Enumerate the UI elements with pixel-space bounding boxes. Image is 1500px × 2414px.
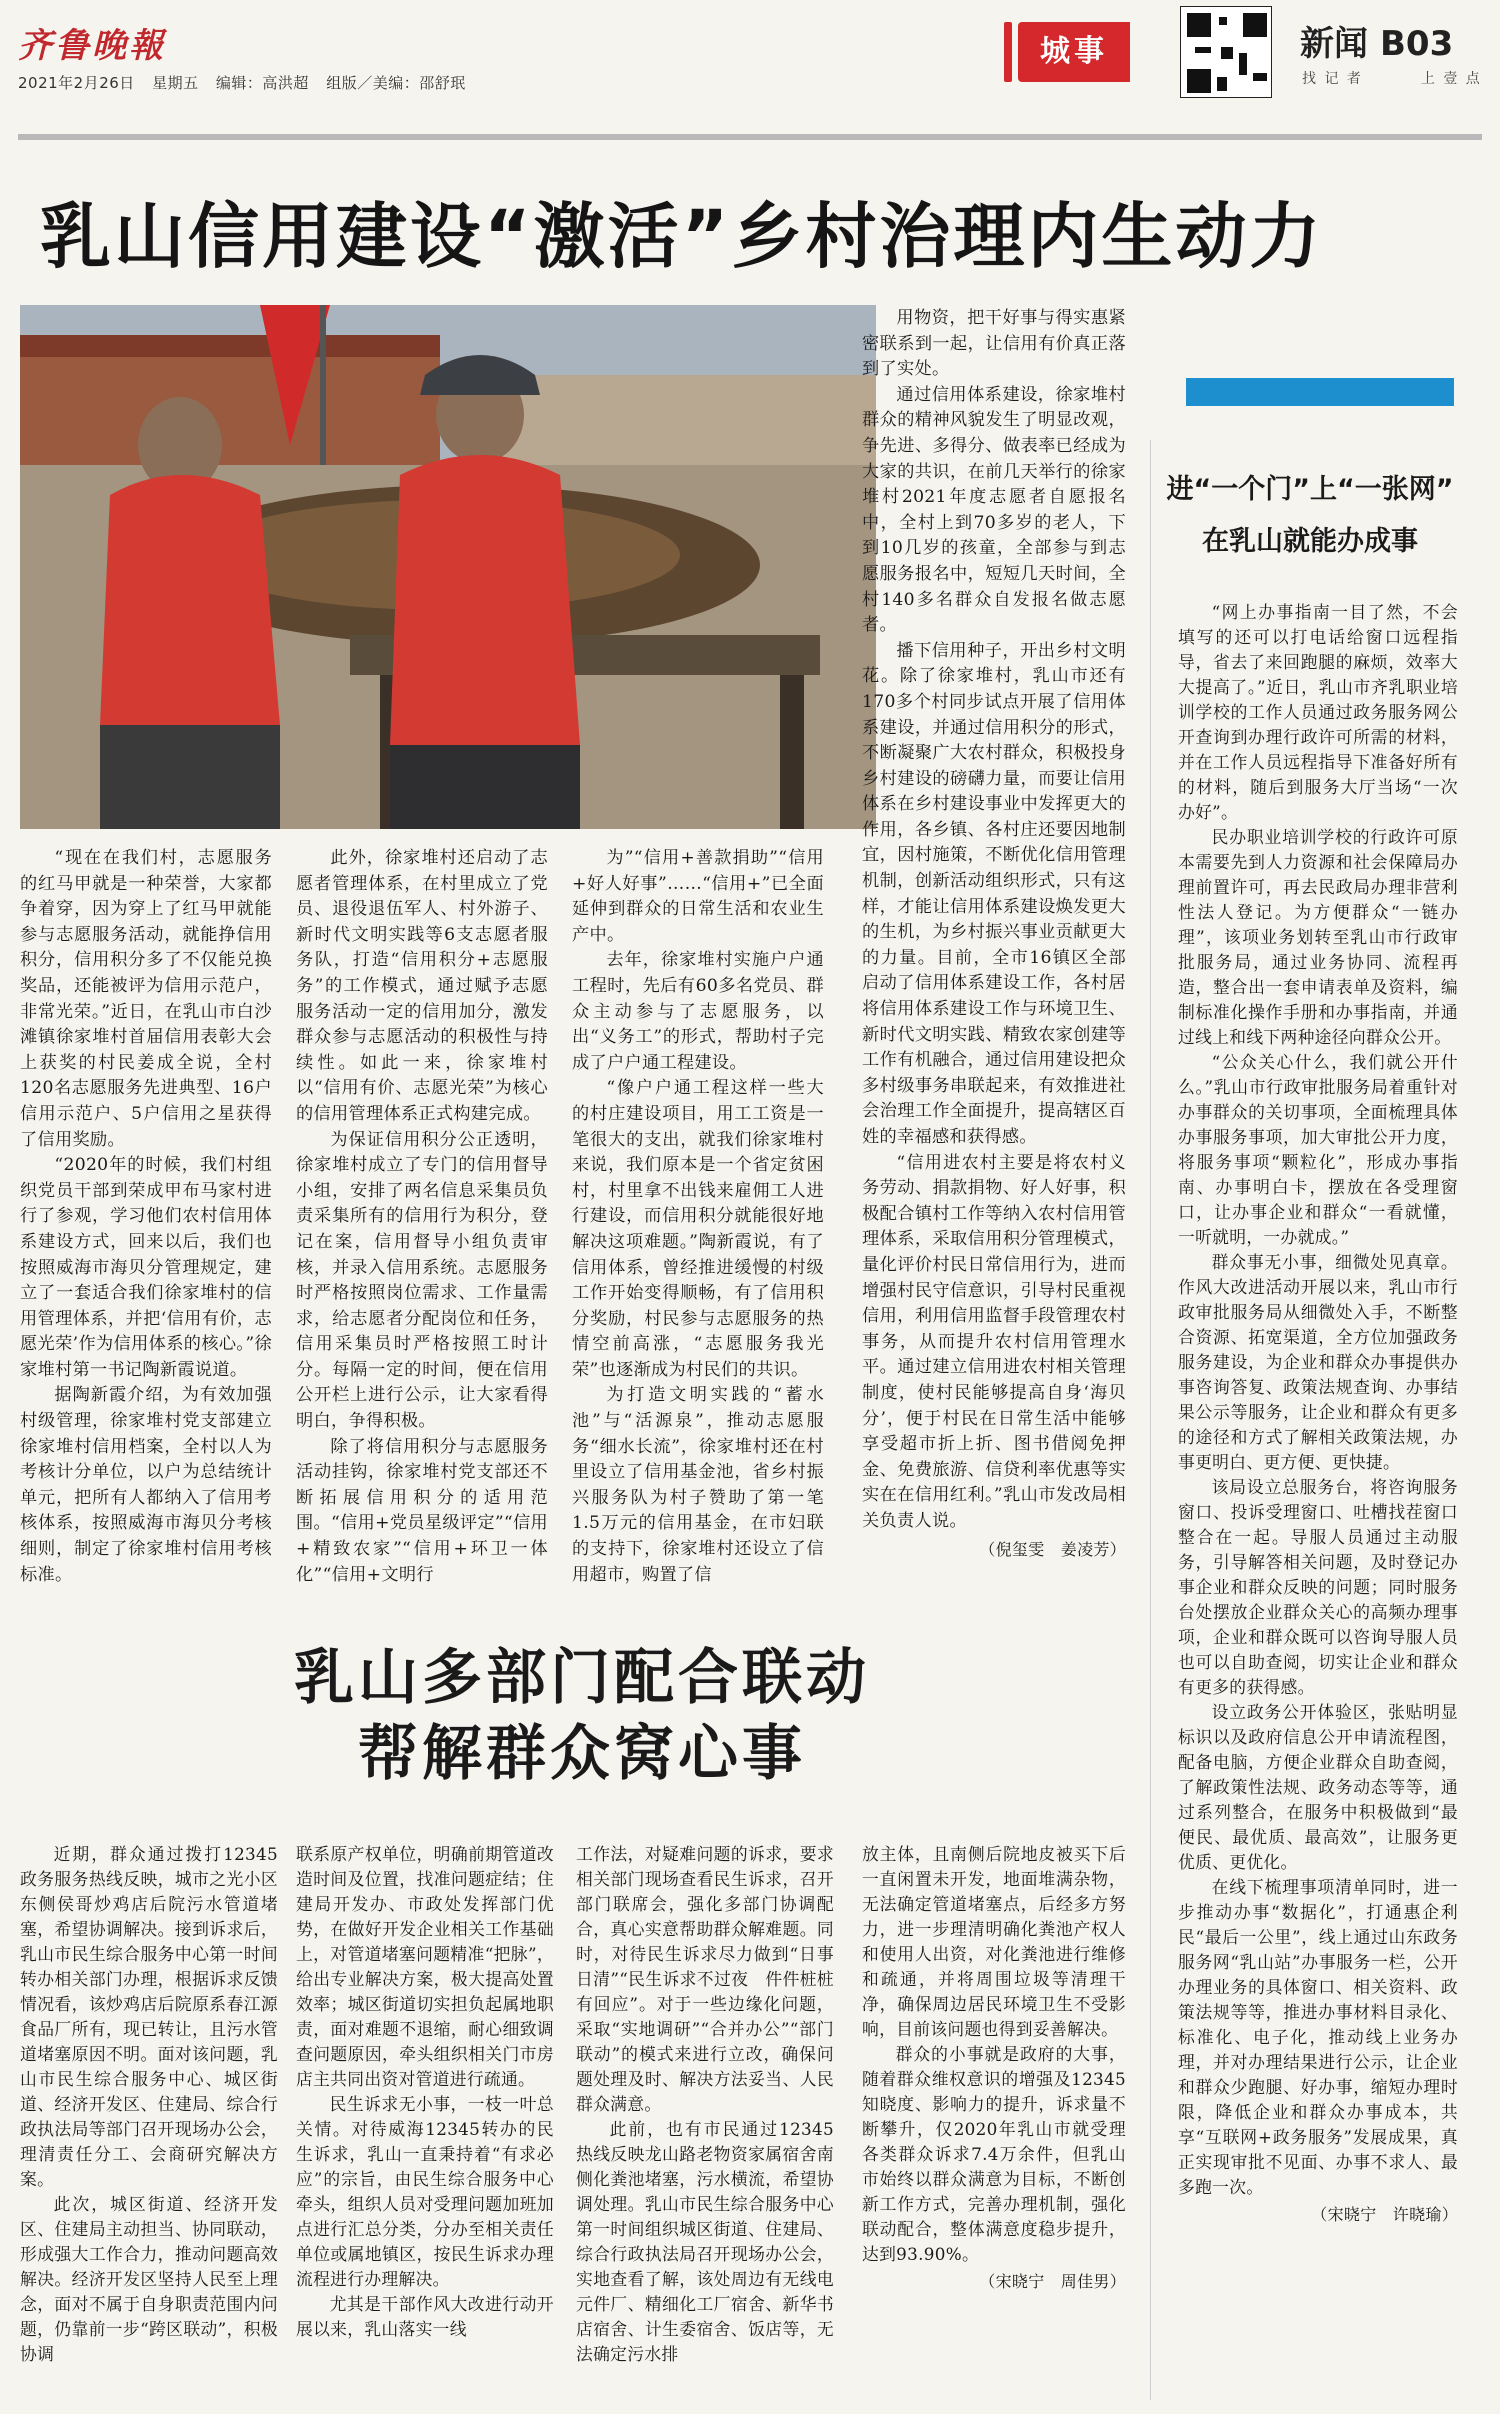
page-number: B03	[1380, 24, 1454, 64]
sidebar-top-accent	[1186, 378, 1454, 406]
paragraph: 去年，徐家堆村实施户户通工程时，先后有60多名党员、群众主动参与了志愿服务，以出“义务工”的形式，帮助村子完成了户户通工程建设。	[572, 950, 824, 1073]
paragraph: 此外，徐家堆村还启动了志愿者管理体系，在村里成立了党员、退役退伍军人、村外游子、新时代文明实践等6支志愿者服务队，打造“信用积分+志愿服务”的工作模式，通过赋予志愿服务活动一定的信用加分，激发群众参与志愿活动的积极性与持续性。如此一来，徐家堆村以“信用有价、志愿光荣”为核心的信用管理体系正式构建完成。	[296, 848, 548, 1124]
issue-meta	[18, 72, 478, 93]
article1-byline: （倪玺雯 姜凌芳）	[979, 1539, 1126, 1559]
paragraph: 群众的小事就是政府的大事，随着群众维权意识的增强及12345知晓度、影响力的提升，诉求量不断攀升，仅2020年乳山市就受理各类群众诉求7.4万余件，但乳山市始终以群众满意为目标，不断创新工作方式，完善办理机制，强化联动配合，整体满意度稳步提升，达到93.90%。	[862, 2044, 1126, 2264]
article2-column-1	[20, 1842, 278, 2367]
paragraph: 该局设立总服务台，将咨询服务窗口、投诉受理窗口、吐槽找茬窗口整合在一起。导服人员通过主动服务，引导解答相关问题，及时登记办事企业和群众反映的问题；同时服务台处摆放企业群众关心的高频办理事项，企业和群众既可以咨询导服人员也可以自助查阅，切实让企业和群众有更多的获得感。	[1178, 1477, 1458, 1697]
paragraph: 用物资，把干好事与得实惠紧密联系到一起，让信用有价真正落到了实处。	[862, 308, 1126, 380]
page-contact	[1302, 68, 1482, 88]
qr-code-icon	[1180, 6, 1272, 98]
issue-date: 2021年2月26日	[18, 74, 135, 92]
paragraph: 工作法，对疑难问题的诉求，要求相关部门现场查看民生诉求，召开部门联席会，强化多部门协调配合，真心实意帮助群众解难题。同时，对待民生诉求尽力做到“日事日清”“民生诉求不过夜 件件桩桩有回应”。对于一些边缘化问题，采取“实地调研”“合并办公”“部门联动”的模式来进行立改，确保问题处理及时、解决方法妥当、人民群众满意。	[576, 1844, 834, 2114]
paragraph: “像户户通工程这样一些大的村庄建设项目，用工工资是一笔很大的支出，就我们徐家堆村来说，我们原本是一个省定贫困村，村里拿不出钱来雇佣工人进行建设，而信用积分就能很好地解决这项难题。”陶新霞说，有了信用体系，曾经推进缓慢的村级工作开始变得顺畅，有了信用积分奖励，村民参与志愿服务的热情空前高涨，“志愿服务我光荣”也逐渐成为村民们的共识。	[572, 1078, 824, 1380]
article1-column-1	[20, 846, 272, 1588]
paragraph: 设立政务公开体验区，张贴明显标识以及政府信息公开申请流程图，配备电脑，方便企业群众自助查阅，了解政策性法规、政务动态等等，通过系列整合，在服务中积极做到“最便民、最优质、最高效”，让服务更优质、更优化。	[1178, 1702, 1458, 1872]
contact-right: 上 壹 点	[1420, 71, 1482, 87]
article2-column-3	[576, 1842, 834, 2367]
paragraph: 联系原产权单位，明确前期管道改造时间及位置，找准问题症结；住建局开发办、市政处发挥部门优势，在做好开发企业相关工作基础上，对管道堵塞问题精准“把脉”，给出专业解决方案，极大提高处置效率；城区街道切实担负起属地职责，面对难题不退缩，耐心细致调查问题原因，牵头组织相关门市房店主共同出资对管道进行疏通。	[296, 1844, 554, 2089]
sidebar-headline	[1140, 464, 1480, 568]
paragraph: 据陶新霞介绍，为有效加强村级管理，徐家堆村党支部建立徐家堆村信用档案，全村以人为考核计分单位，以户为总结统计单元，把所有人都纳入了信用考核体系，按照威海市海贝分考核细则，制定了徐家堆村信用考核标准。	[20, 1385, 272, 1585]
article2-column-2	[296, 1842, 554, 2342]
article2-headline-line2: 帮解群众窝心事	[358, 1719, 806, 1789]
issue-designer: 组版／美编：邵舒珉	[326, 74, 466, 92]
article2-headline-line1: 乳山多部门配合联动	[294, 1643, 870, 1713]
paragraph: 此次，城区街道、经济开发区、住建局主动担当、协同联动，形成强大工作合力，推动问题高效解决。经济开发区坚持人民至上理念，面对不属于自身职责范围内问题，仍靠前一步“跨区联动”，积极协调	[20, 2194, 278, 2364]
sidebar-column	[1178, 600, 1458, 2227]
issue-weekday: 星期五	[152, 74, 199, 92]
article1-column-4	[862, 306, 1126, 1562]
paragraph: 播下信用种子，开出乡村文明花。除了徐家堆村，乳山市还有170多个村同步试点开展了信用体系建设，并通过信用积分的形式，不断凝聚广大农村群众，积极投身乡村建设的磅礴力量，而要让信用体系在乡村建设事业中发挥更大的作用，各乡镇、各村庄还要因地制宜，因村施策，不断优化信用管理机制，创新活动组织形式，只有这样，才能让信用体系建设焕发更大的生机，为乡村振兴事业贡献更大的力量。目前，全市16镇区全部启动了信用体系建设工作，各村居将信用体系建设工作与环境卫生、新时代文明实践、精致农家创建等工作有机融合，通过信用建设把众多村级事务串联起来，有效推进社会治理工作全面提升，提高辖区百姓的幸福感和获得感。	[862, 640, 1126, 1147]
paragraph: 通过信用体系建设，徐家堆村群众的精神风貌发生了明显改观，争先进、多得分、做表率已经成为大家的共识，在前几天举行的徐家堆村2021年度志愿者自愿报名中，全村上到70多岁的老人，下到10几岁的孩童，全部参与到志愿服务报名中，短短几天时间，全村140多名群众自发报名做志愿者。	[862, 384, 1126, 636]
paragraph: 在线下梳理事项清单同时，进一步推动办事“数据化”，打通惠企利民“最后一公里”，线上通过山东政务服务网“乳山站”办事服务一栏，公开办理业务的具体窗口、相关资料、政策法规等等，推进办事材料目录化、标准化、电子化，推动线上业务办理，并对办理结果进行公示，让企业和群众少跑腿、好办事，缩短办理时限，降低企业和群众办事成本，共享“互联网+政务服务”发展成果，真正实现审批不见面、办事不求人、最多跑一次。	[1178, 1877, 1458, 2197]
sidebar-divider	[1150, 440, 1151, 2400]
photo-illustration-icon	[20, 305, 876, 829]
article2-headline	[20, 1640, 1144, 1792]
paragraph: 民生诉求无小事，一枝一叶总关情。对待威海12345转办的民生诉求，乳山一直秉持着“有求必应”的宗旨，由民生综合服务中心牵头，组织人员对受理问题加班加点进行汇总分类，分办至相关责任单位或属地镇区，按民生诉求办理流程进行办理解决。	[296, 2094, 554, 2289]
paragraph: 除了将信用积分与志愿服务活动挂钩，徐家堆村党支部还不断拓展信用积分的适用范围。“信用+党员星级评定”“信用+精致农家”“信用+环卫一体化”“信用+文明行	[296, 1436, 548, 1585]
page-label	[1300, 16, 1453, 65]
paragraph: 民办职业培训学校的行政许可原本需要先到人力资源和社会保障局办理前置许可，再去民政局办理非营利性法人登记。为方便群众“一链办理”，该项业务划转至乳山市行政审批服务局，通过业务协同、流程再造，整合出一套申请表单及资料，编制标准化操作手册和办事指南，并通过线上和线下两种途径向群众公开。	[1178, 827, 1458, 1047]
issue-editor: 编辑：高洪超	[215, 74, 309, 92]
volunteers-photo	[20, 305, 876, 829]
article1-column-2	[296, 846, 548, 1588]
paragraph: 群众事无小事，细微处见真章。作风大改进活动开展以来，乳山市行政审批服务局从细微处入手，不断整合资源、拓宽渠道，全方位加强政务服务建设，为企业和群众办事提供办事咨询答复、政策法规查询、办事结果公示等服务，让企业和群众有更多的途径和方式了解相关政策法规，办事更明白、更方便、更快捷。	[1178, 1252, 1458, 1472]
paragraph: “网上办事指南一目了然，不会填写的还可以打电话给窗口远程指导，省去了来回跑腿的麻烦，效率大大提高了。”近日，乳山市齐乳职业培训学校的工作人员通过政务服务网公开查询到办理行政许可所需的材料，并在工作人员远程指导下准备好所有的材料，随后到服务大厅当场“一次办好”。	[1178, 602, 1458, 822]
section-tag: 城事	[1018, 22, 1130, 82]
contact-left: 找 记 者	[1302, 71, 1363, 87]
paragraph: 放主体，且南侧后院地皮被买下后一直闲置未开发，地面堆满杂物，无法确定管道堵塞点，后经多方努力，进一步理清明确化粪池产权人和使用人出资，对化粪池进行维修和疏通，并将周围垃圾等清理干净，确保周边居民环境卫生不受影响，目前该问题也得到妥善解决。	[862, 1844, 1126, 2039]
paragraph: “信用进农村主要是将农村义务劳动、捐款捐物、好人好事，积极配合镇村工作等纳入农村信用管理体系，采取信用积分管理模式，量化评价村民日常信用行为，进而增强村民守信意识，引导村民重视信用，利用信用监督手段管理农村事务，从而提升农村信用管理水平。通过建立信用进农村相关管理制度，使村民能够提高自身‘海贝分’，便于村民在日常生活中能够享受超市折上折、图书借阅免押金、免费旅游、信贷利率优惠等实实在在信用红利。”乳山市发改局相关负责人说。	[862, 1152, 1126, 1531]
article1-column-3	[572, 846, 824, 1588]
sidebar-headline-line2: 在乳山就能办成事	[1202, 526, 1418, 557]
article1-headline: 乳山信用建设“激活”乡村治理内生动力	[40, 195, 1324, 278]
sidebar-byline: （宋晓宁 许晓瑜）	[1311, 2205, 1458, 2224]
article2-byline: （宋晓宁 周佳男）	[979, 2272, 1126, 2291]
page-name: 新闻	[1300, 24, 1368, 64]
paragraph: 此前，也有市民通过12345热线反映龙山路老物资家属宿舍南侧化粪池堵塞，污水横流，希望协调处理。乳山市民生综合服务中心第一时间组织城区街道、住建局、综合行政执法局召开现场办公会，实地查看了解，该处周边有无线电元件厂、精细化工厂宿舍、新华书店宿舍、计生委宿舍、饭店等，无法确定污水排	[576, 2119, 834, 2364]
paragraph: “2020年的时候，我们村组织党员干部到荣成甲布马家村进行了参观，学习他们农村信用体系建设方式，回来以后，我们也按照威海市海贝分管理规定，建立了一套适合我们徐家堆村的信用管理体系，并把‘信用有价，志愿光荣’作为信用体系的核心。”徐家堆村第一书记陶新霞说道。	[20, 1155, 272, 1380]
paragraph: 为保证信用积分公正透明，徐家堆村成立了专门的信用督导小组，安排了两名信息采集员负责采集所有的信用行为积分，登记在案，信用督导小组负责审核，并录入信用系统。志愿服务时严格按照岗位需求、工作量需求，给志愿者分配岗位和任务，信用采集员时严格按照工时计分。每隔一定的时间，便在信用公开栏上进行公示，让大家看得明白，争得积极。	[296, 1129, 548, 1432]
sidebar-headline-line1: 进“一个门”上“一张网”	[1166, 474, 1454, 505]
paragraph: 尤其是干部作风大改进行动开展以来，乳山落实一线	[296, 2294, 554, 2339]
paragraph: “现在在我们村，志愿服务的红马甲就是一种荣誉，大家都争着穿，因为穿上了红马甲就能参与志愿服务活动，就能挣信用积分，信用积分多了不仅能兑换奖品，还能被评为信用示范户，非常光荣。”近日，在乳山市白沙滩镇徐家堆村首届信用表彰大会上获奖的村民姜成全说，全村120名志愿服务先进典型、16户信用示范户、5户信用之星获得了信用奖励。	[20, 848, 272, 1150]
masthead-logo: 齐鲁晚報	[18, 26, 166, 66]
header-divider	[18, 134, 1482, 140]
article2-column-4	[862, 1842, 1126, 2294]
paragraph: “公众关心什么，我们就公开什么。”乳山市行政审批服务局着重针对办事群众的关切事项，全面梳理具体办事服务事项，加大审批公开力度，将服务事项“颗粒化”，形成办事指南、办事明白卡，摆放在各受理窗口，让办事企业和群众“一看就懂，一听就明，一办就成。”	[1178, 1052, 1458, 1247]
paragraph: 为打造文明实践的“蓄水池”与“活源泉”，推动志愿服务“细水长流”，徐家堆村还在村里设立了信用基金池，省乡村振兴服务队为村子赞助了第一笔1.5万元的信用基金，在市妇联的支持下，徐家堆村还设立了信用超市，购置了信	[572, 1385, 824, 1585]
paragraph: 近期，群众通过拨打12345政务服务热线反映，城市之光小区东侧侯哥炒鸡店后院污水管道堵塞，希望协调解决。接到诉求后，乳山市民生综合服务中心第一时间转办相关部门办理，根据诉求反馈情况看，该炒鸡店后院原系春江源食品厂所有，现已转让，且污水管道堵塞原因不明。面对该问题，乳山市民生综合服务中心、城区街道、经济开发区、住建局、综合行政执法局等部门召开现场办公会，理清责任分工、会商研究解决方案。	[20, 1844, 278, 2189]
paragraph: 为”“信用+善款捐助”“信用+好人好事”……“信用+”已全面延伸到群众的日常生活和农业生产中。	[572, 848, 824, 945]
